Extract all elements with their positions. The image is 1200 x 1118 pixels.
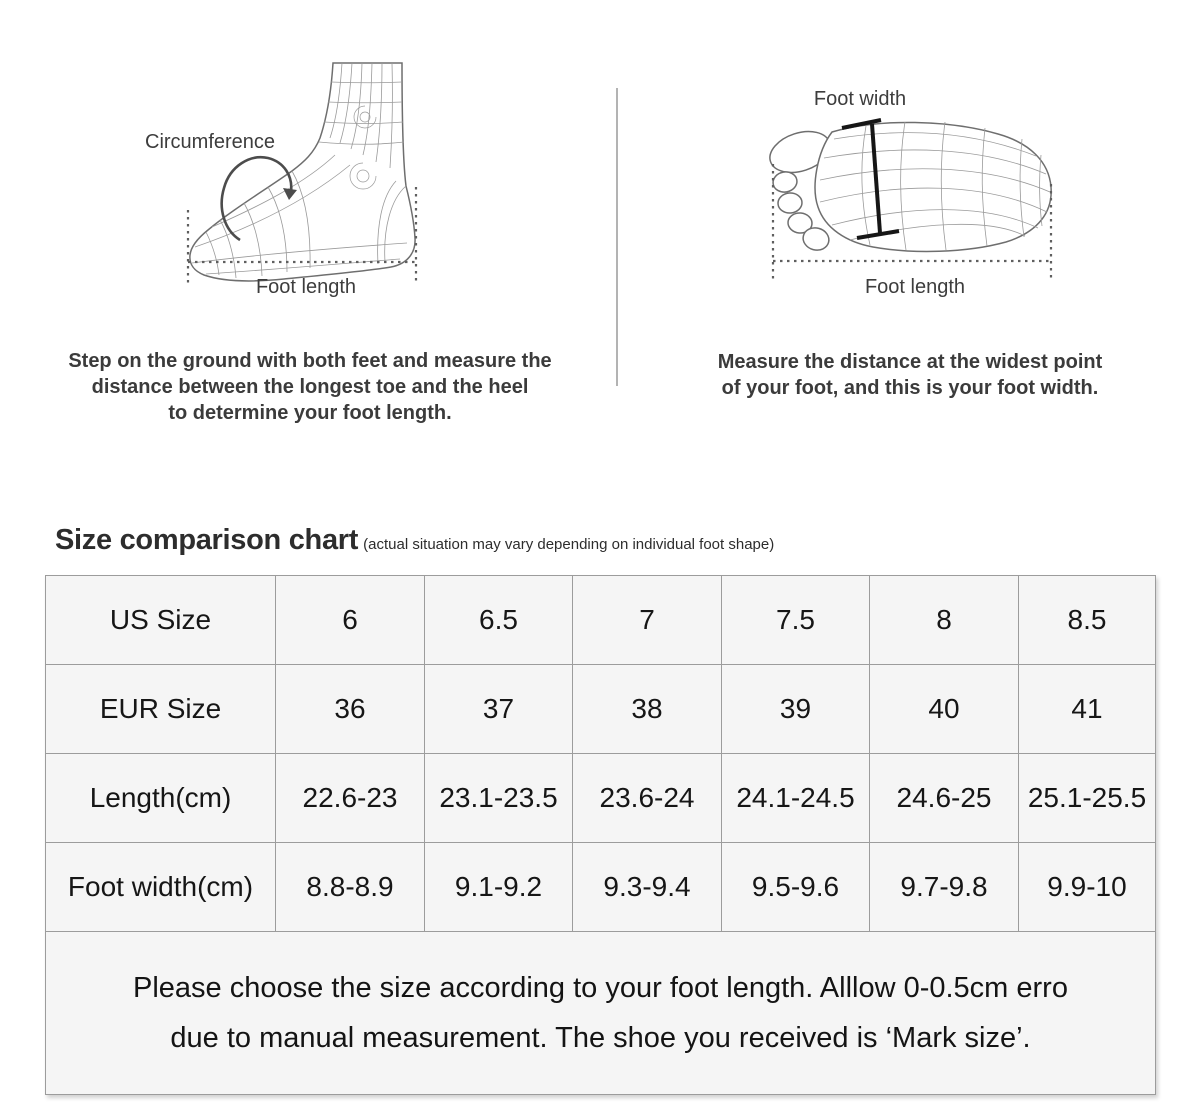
size-value: 7.5	[722, 576, 870, 665]
size-value: 41	[1019, 665, 1156, 754]
foot-width-instruction	[690, 349, 1130, 401]
table-row-note	[46, 932, 1156, 1095]
row-label: EUR Size	[46, 665, 276, 754]
size-value: 37	[425, 665, 573, 754]
size-value: 7	[573, 576, 722, 665]
row-label: US Size	[46, 576, 276, 665]
size-value: 24.1-24.5	[722, 754, 870, 843]
size-value: 8.5	[1019, 576, 1156, 665]
size-value: 6	[276, 576, 425, 665]
size-value: 9.5-9.6	[722, 843, 870, 932]
size-value: 24.6-25	[870, 754, 1019, 843]
size-chart-heading	[55, 524, 774, 557]
size-value: 9.1-9.2	[425, 843, 573, 932]
circumference-label: Circumference	[145, 131, 276, 153]
size-chart-subtitle: (actual situation may vary depending on individual foot shape)	[363, 536, 775, 553]
foot-length-label-right: Foot length	[864, 276, 966, 298]
size-chart-title: Size comparison chart	[55, 524, 359, 556]
size-value: 6.5	[425, 576, 573, 665]
table-row-length	[46, 754, 1156, 843]
instruction-line: Measure the distance at the widest point	[717, 351, 1103, 373]
instruction-line: of your foot, and this is your foot width.	[721, 377, 1099, 399]
size-value: 36	[276, 665, 425, 754]
size-note	[46, 932, 1156, 1095]
size-value: 25.1-25.5	[1019, 754, 1156, 843]
section-divider	[616, 88, 618, 386]
size-value: 9.9-10	[1019, 843, 1156, 932]
table-row-foot-width	[46, 843, 1156, 932]
size-value: 9.3-9.4	[573, 843, 722, 932]
size-value: 22.6-23	[276, 754, 425, 843]
size-value: 38	[573, 665, 722, 754]
foot-width-label: Foot width	[813, 88, 907, 110]
size-value: 9.7-9.8	[870, 843, 1019, 932]
size-comparison-table	[45, 575, 1156, 1095]
note-line: due to manual measurement. The shoe you received is ‘Mark size’.	[170, 1022, 1031, 1054]
row-label: Length(cm)	[46, 754, 276, 843]
foot-length-label-left: Foot length	[255, 276, 357, 298]
size-value: 8.8-8.9	[276, 843, 425, 932]
instruction-line: Step on the ground with both feet and measure the	[68, 350, 552, 372]
size-value: 40	[870, 665, 1019, 754]
row-label: Foot width(cm)	[46, 843, 276, 932]
size-value: 8	[870, 576, 1019, 665]
table-row-us-size	[46, 576, 1156, 665]
table-row-eur-size	[46, 665, 1156, 754]
instruction-line: to determine your foot length.	[168, 402, 452, 424]
size-value: 23.6-24	[573, 754, 722, 843]
note-line: Please choose the size according to your foot length. Alllow 0-0.5cm erro	[133, 972, 1068, 1004]
instruction-line: distance between the longest toe and the heel	[91, 376, 529, 398]
foot-length-instruction	[60, 348, 560, 426]
size-value: 23.1-23.5	[425, 754, 573, 843]
size-value: 39	[722, 665, 870, 754]
